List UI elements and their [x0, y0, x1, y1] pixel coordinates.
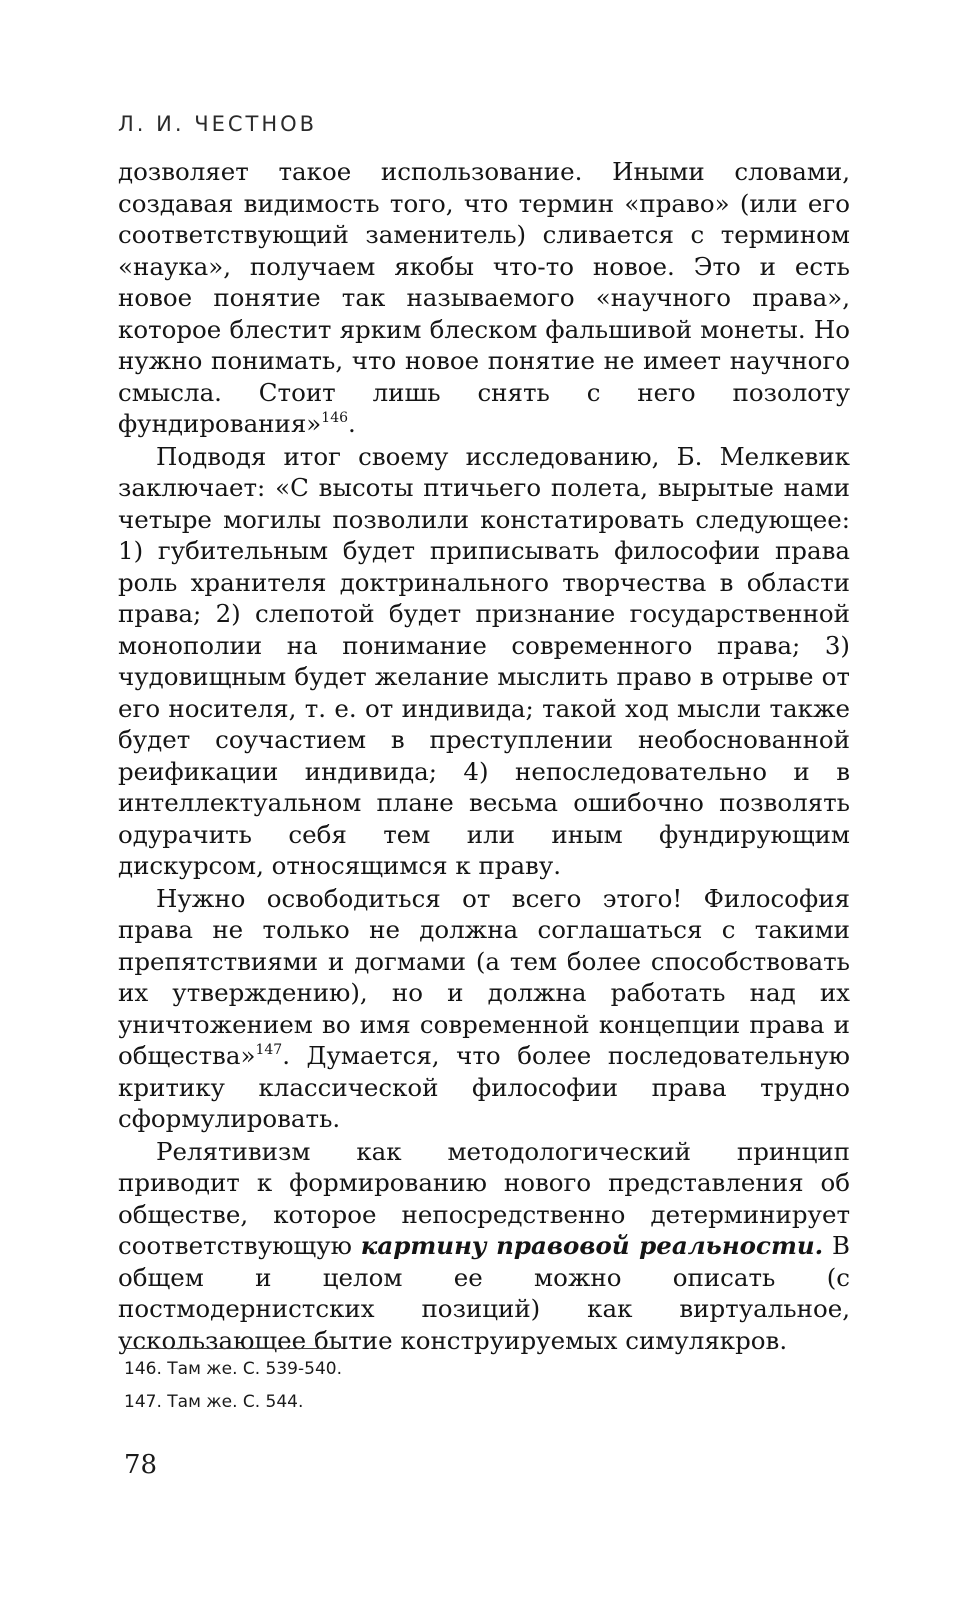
- paragraph-3-tail: . Думается, что более последовательную критику классической философии права трудно сформулировать.: [118, 1041, 850, 1133]
- running-head: Л. И. ЧЕСТНОВ: [118, 112, 318, 136]
- footnote-ref-147[interactable]: 147: [255, 1042, 283, 1058]
- footnote-146-number: 146.: [124, 1359, 162, 1379]
- paragraph-4-text-after: В общем и целом ее можно описать (с постмодернистских позиций) как виртуальное, ускользающее бытие конструируемых симулякров.: [118, 1231, 851, 1355]
- paragraph-3-text: Нужно освободиться от всего этого! Философия права не только не должна соглашаться с такими препятствиями и догмами (а тем более способствовать их утверждению), но и должна работать над их уничтожением во имя современной концепции права и общества»: [118, 883, 850, 1070]
- page-number: 78: [124, 1450, 158, 1480]
- paragraph-3: [118, 883, 850, 1135]
- footnote-divider: [124, 1348, 334, 1349]
- paragraph-1: [118, 156, 850, 440]
- paragraph-2-text: Подводя итог своему исследованию, Б. Мелкевик заключает: «С высоты птичьего полета, вырытые нами четыре могилы позволили констатировать следующее: 1) губительным будет приписывать философии права роль хранителя доктринального творчества в области права; 2) слепотой будет признание государственной монополии на понимание современного права; 3) чудовищным будет желание мыслить право в отрыве от его носителя, т. е. от индивида; такой ход мысли также будет соучастием в преступлении необоснованной реификации индивида; 4) непоследовательно и в интеллектуальном плане весьма ошибочно позволять одурачить себя тем или иным фундирующим дискурсом, относящимся к праву.: [118, 441, 850, 880]
- footnote-147-number: 147.: [124, 1392, 162, 1412]
- paragraph-2: [118, 441, 850, 882]
- body-text: [118, 156, 850, 1356]
- footnote-147-text: Там же. С. 544.: [167, 1392, 304, 1412]
- footnote-ref-146[interactable]: 146: [321, 410, 349, 426]
- paragraph-4-emphasis: картину правовой реальности.: [360, 1231, 824, 1260]
- footnote-146-text: Там же. С. 539-540.: [167, 1359, 342, 1379]
- footnote-146: [124, 1359, 342, 1379]
- paragraph-4-text-before: Релятивизм как методологический принцип приводит к формированию нового представления об обществе, которое непосредственно детерминирует соответствующую: [118, 1136, 850, 1260]
- paragraph-1-text: дозволяет такое использование. Иными словами, создавая видимость того, что термин «право» (или его соответствующий заменитель) сливается с термином «наука», получаем якобы что-то новое. Это и есть новое понятие так называемого «научного права», которое блестит ярким блеском фальшивой монеты. Но нужно понимать, что новое понятие не имеет научного смысла. Стоит лишь снять с него позолоту фундирования»: [118, 157, 850, 438]
- footnote-147: [124, 1392, 303, 1412]
- paragraph-4: [118, 1136, 850, 1357]
- paragraph-1-tail: .: [348, 409, 356, 438]
